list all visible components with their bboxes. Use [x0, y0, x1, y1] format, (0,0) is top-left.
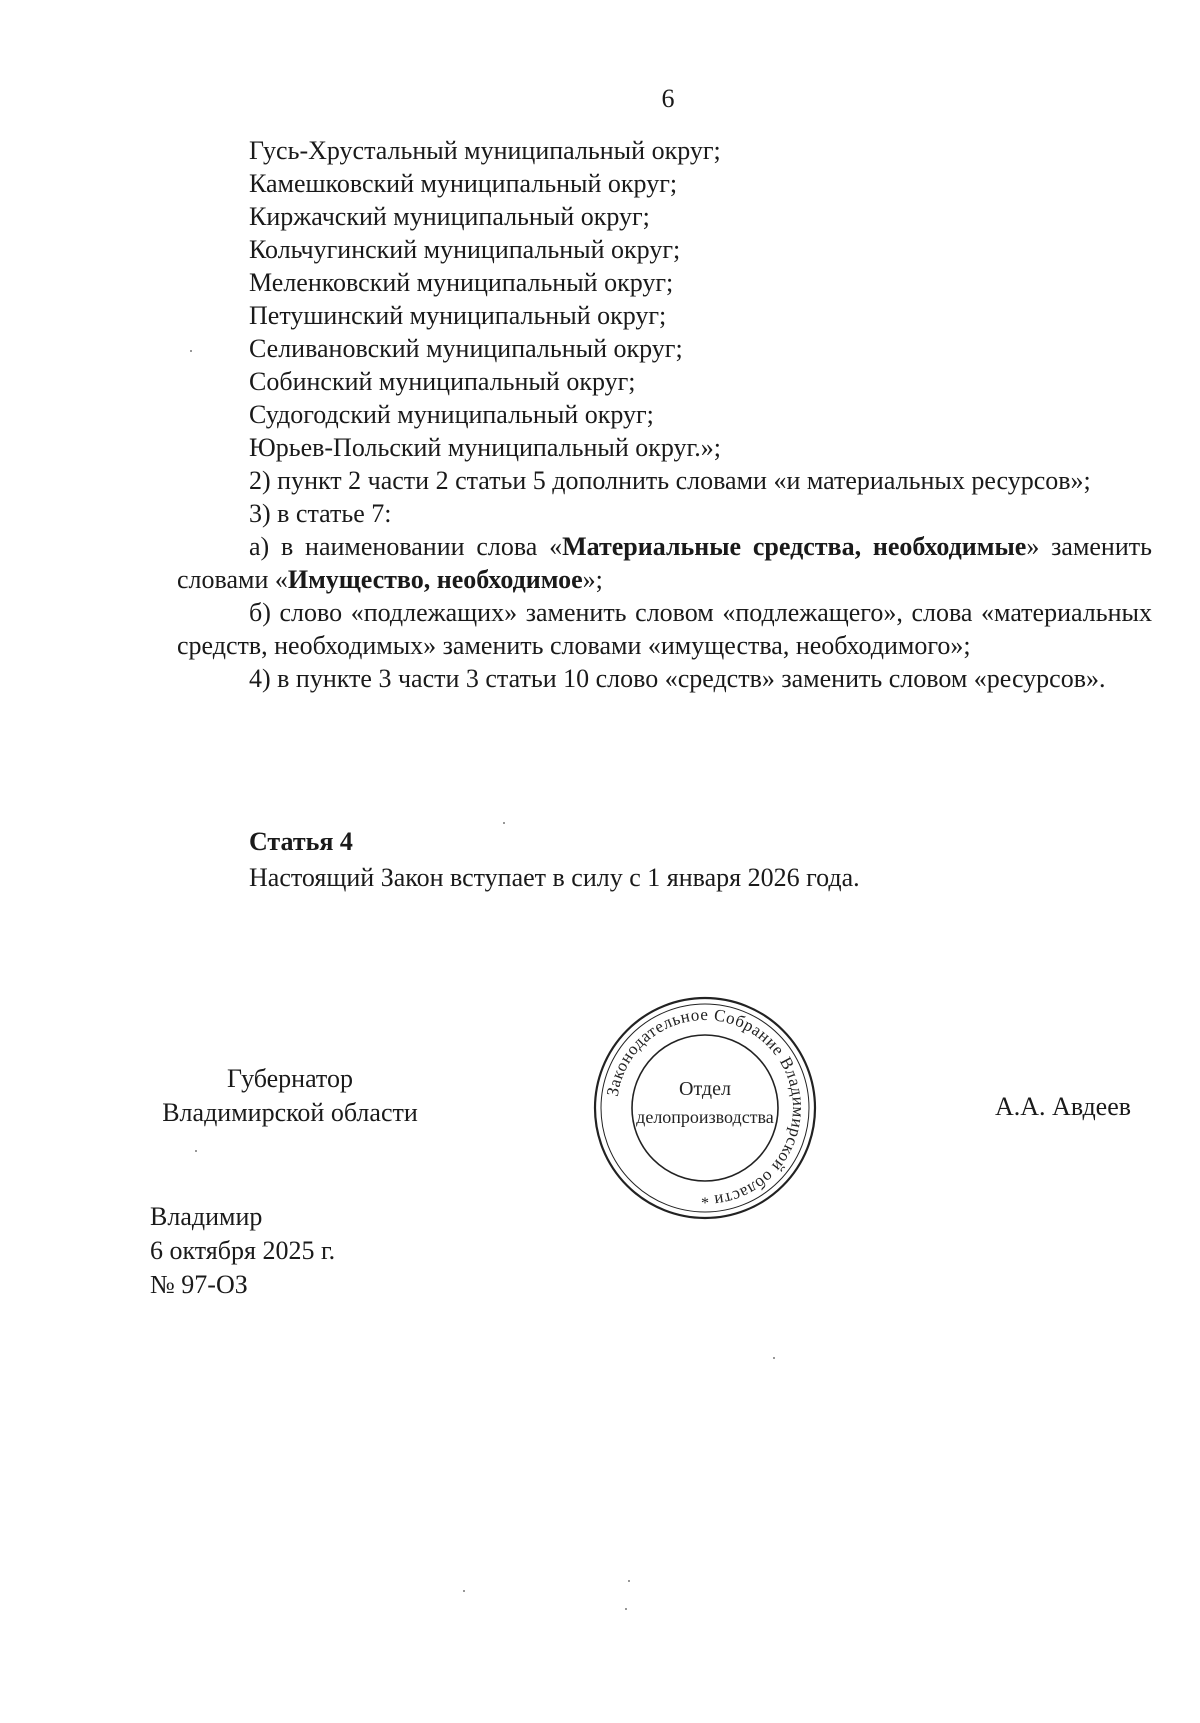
page-number: 6	[661, 84, 675, 113]
amendment-3a-text: а) в наименовании слова «	[249, 532, 563, 561]
article-4-heading: Статья 4	[249, 827, 353, 856]
issuance-city: Владимир	[150, 1202, 263, 1231]
district-line: Селивановский муниципальный округ;	[249, 334, 683, 363]
signer-title	[150, 1062, 430, 1130]
issuance-block	[150, 1200, 335, 1302]
district-line: Собинский муниципальный округ;	[249, 367, 636, 396]
document-body	[177, 134, 1152, 695]
district-line: Кольчугинский муниципальный округ;	[249, 235, 681, 264]
article-4-text: Настоящий Закон вступает в силу с 1 января 2026 года.	[249, 863, 860, 892]
amendment-item-3a	[177, 530, 1152, 596]
amendment-item-3b: б) слово «подлежащих» заменить словом «подлежащего», слова «материальных средств, необходимых» заменить словами «имущества, необходимого»;	[177, 598, 1152, 660]
district-line: Гусь-Хрустальный муниципальный округ;	[249, 136, 721, 165]
amendment-3a-text-mid: » заменить словами «	[177, 532, 1152, 594]
scan-speck	[190, 350, 192, 352]
issuance-number: № 97-ОЗ	[150, 1270, 248, 1299]
official-seal	[592, 995, 818, 1221]
scan-speck	[463, 1590, 465, 1592]
district-line: Камешковский муниципальный округ;	[249, 169, 678, 198]
amendment-item-2: 2) пункт 2 части 2 статьи 5 дополнить словами «и материальных ресурсов»;	[249, 466, 1091, 495]
signer-title-line1: Губернатор	[227, 1064, 353, 1093]
seal-star: *	[701, 1195, 709, 1212]
scan-speck	[195, 1150, 197, 1152]
scan-speck	[503, 822, 505, 824]
district-line: Киржачский муниципальный округ;	[249, 202, 650, 231]
seal-center-line2: делопроизводства	[636, 1107, 774, 1127]
amendment-3a-bold-new: Имущество, необходимое	[287, 565, 583, 594]
signer-name: А.А. Авдеев	[995, 1092, 1132, 1121]
scan-speck	[773, 1357, 775, 1359]
scan-speck	[628, 1580, 630, 1582]
seal-center-line1: Отдел	[679, 1078, 731, 1100]
issuance-date: 6 октября 2025 г.	[150, 1236, 336, 1265]
amendment-item-4: 4) в пункте 3 части 3 статьи 10 слово «средств» заменить словом «ресурсов».	[249, 664, 1106, 693]
district-line: Меленковский муниципальный округ;	[249, 268, 674, 297]
scan-speck	[625, 1608, 627, 1610]
signer-title-line2: Владимирской области	[162, 1098, 418, 1127]
district-line: Судогодский муниципальный округ;	[249, 400, 654, 429]
amendment-item-3: 3) в статье 7:	[249, 499, 392, 528]
amendment-3a-text-end: »;	[582, 565, 603, 594]
seal-ring-textpath: Законодательное Собрание Владимирской области	[602, 1004, 809, 1211]
amendment-3a-bold-old: Материальные средства, необходимые	[562, 532, 1027, 561]
district-line: Петушинский муниципальный округ;	[249, 301, 667, 330]
district-line: Юрьев-Польский муниципальный округ.»;	[249, 433, 721, 462]
